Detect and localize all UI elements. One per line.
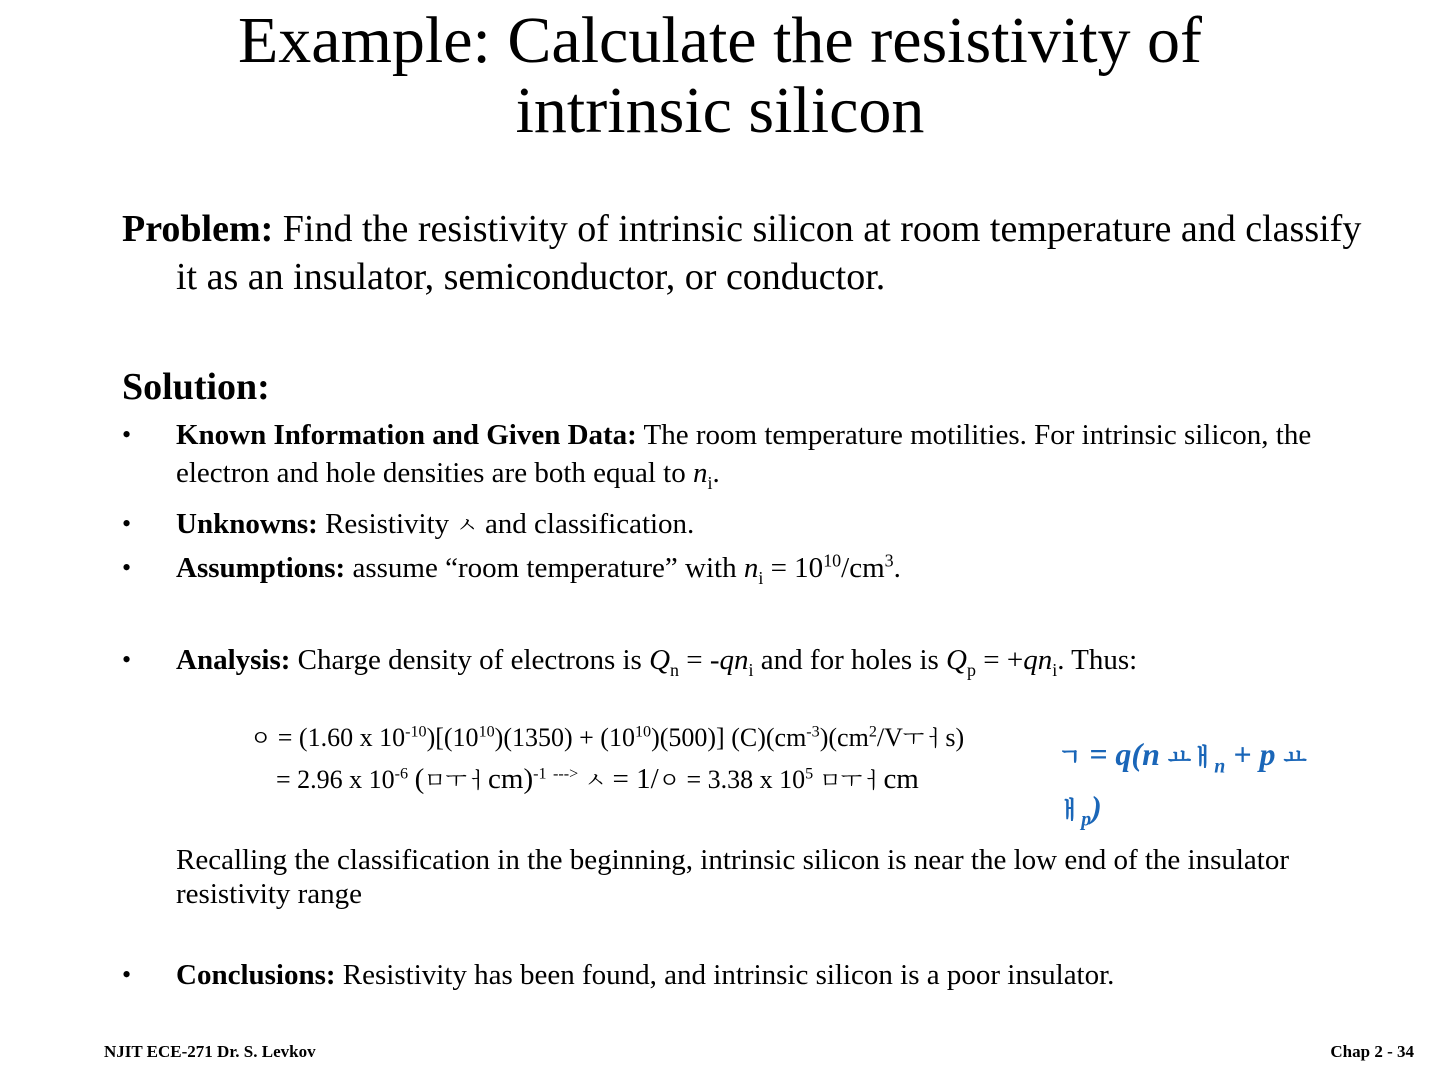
formula-sigma-glyph: ㄱ [1058, 743, 1082, 771]
assumptions-text-body: assume “room temperature” with [345, 552, 744, 584]
analysis-label: Analysis: [176, 644, 291, 676]
unknowns-text-b: and classification. [477, 508, 695, 540]
equation-line-1-text: = (1.60 x 10 [271, 723, 406, 752]
assumptions-text: Assumptions: assume “room temperature” with $n_i = 10^{10}/cm^3$. [176, 550, 901, 588]
unknowns-text [176, 505, 1326, 546]
unknowns-text-a: Resistivity [317, 508, 457, 540]
footer-course: NJIT ECE-271 Dr. S. Levkov [104, 1042, 316, 1061]
equation-line-1: ㅇ = (1.60 x $10^{-10})[(10^{10})(1350) + (10^{10})(500)]$ $(C)(cm^{-3})(cm^2/V$ㅜㅓs) [250, 723, 965, 752]
problem-text: Find the resistivity of intrinsic silicon at room temperature and classify it as an insulator, semiconductor, or conductor. [176, 208, 1362, 298]
formula-mu-glyph: ㅛㅐ [1167, 743, 1215, 771]
slide-title [0, 6, 1440, 146]
known-information-text: Known Information and Given Data: The room temperature motilities. For intrinsic silicon, the electron and hole densities are both equal to $n_i$. [176, 419, 1312, 493]
equation-line-2-text: = 2.96 x 10 [276, 765, 395, 794]
analysis-text-body: Charge density of electrons is [290, 644, 650, 676]
conductivity-formula: ㄱ = q(n ㅛㅐ$_n$ + p ㅛㅐ$_p$) [1058, 736, 1307, 831]
problem-label: Problem: [122, 208, 274, 250]
recalling-paragraph: Recalling the classification in the beginning, intrinsic silicon is near the low end of the insulator resistivity range [176, 844, 1290, 910]
known-label: Known Information and Given Data: [176, 419, 637, 451]
footer-page-number: Chap 2 - 34 [1330, 1042, 1414, 1061]
bullet-marker: • [122, 553, 132, 582]
rho-glyph: ㅅ [456, 514, 478, 539]
equation-line-2: = 2.96 x $10^{-6}$ (ㅁㅜㅓcm)$^{-1}$ ---> ㅅ = 1/ㅇ = 3.38 x $10^5$ ㅁㅜㅓcm [276, 763, 919, 795]
analysis-text: Analysis: Charge density of electrons is $Q_n = -qn_i$ and for holes is $Q_p = +qn_i$. Thus: [176, 644, 1138, 680]
conclusions-text [176, 956, 1326, 994]
conclusions-label: Conclusions: [176, 959, 336, 991]
bullet-marker: • [122, 420, 132, 449]
bullet-marker: • [122, 645, 132, 674]
unknowns-label: Unknowns: [176, 508, 318, 540]
assumptions-label: Assumptions: [176, 552, 346, 584]
solution-heading: Solution: [122, 366, 270, 408]
known-text: The room temperature motilities. For intrinsic silicon, the electron and hole densities are both equal to [176, 419, 1312, 489]
formula-text: = q(n [1089, 736, 1160, 772]
slide-title-line-2: intrinsic silicon [515, 74, 925, 147]
problem-statement [122, 205, 1376, 301]
bullet-marker: • [122, 509, 132, 538]
conclusions-text-body: Resistivity has been found, and intrinsic silicon is a poor insulator. [335, 959, 1115, 991]
sigma-glyph: ㅇ [250, 727, 272, 752]
slide-title-line-1: Example: Calculate the resistivity of [237, 4, 1203, 77]
bullet-marker: • [122, 960, 132, 989]
